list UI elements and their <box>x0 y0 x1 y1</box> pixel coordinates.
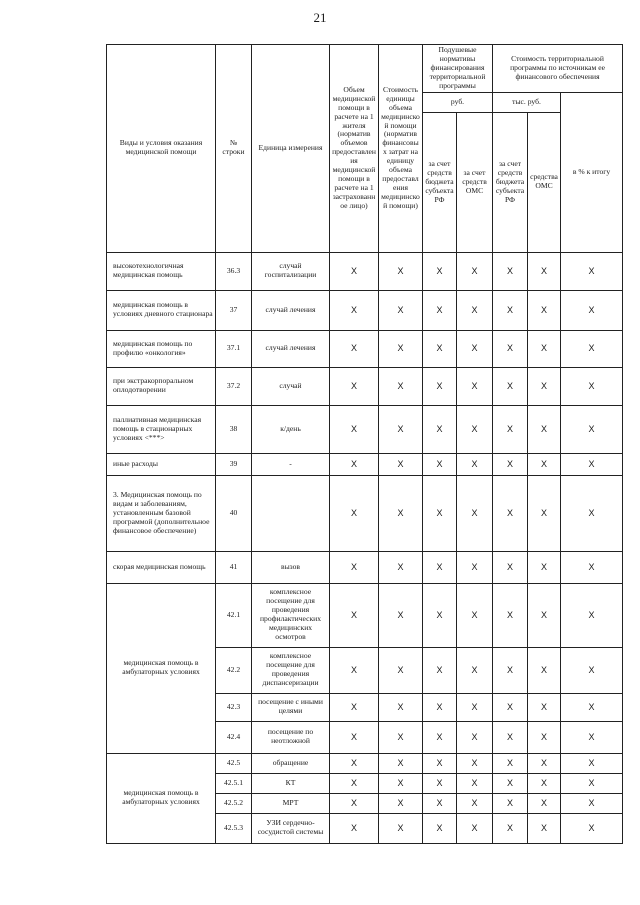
x-mark: X <box>423 721 457 753</box>
x-mark: X <box>457 773 493 793</box>
x-mark: X <box>528 290 561 330</box>
x-mark: X <box>423 367 457 405</box>
x-mark: X <box>561 252 623 290</box>
x-mark: X <box>379 793 423 813</box>
x-mark: X <box>561 330 623 367</box>
row-unit: случай лечения <box>252 330 330 367</box>
col-header-oms-2: средства ОМС <box>528 112 561 252</box>
financing-table <box>106 44 623 844</box>
row-type: медицинская помощь по профилю «онкология» <box>107 330 216 367</box>
x-mark: X <box>423 330 457 367</box>
row-type: 3. Медицинская помощь по видам и заболеваниям, установленным базовой программой (дополнительное финансовое обеспечение) <box>107 475 216 551</box>
row-number: 37 <box>216 290 252 330</box>
x-mark: X <box>457 721 493 753</box>
row-unit: посещение по неотложной <box>252 721 330 753</box>
x-mark: X <box>457 813 493 843</box>
x-mark: X <box>457 793 493 813</box>
x-mark: X <box>457 475 493 551</box>
x-mark: X <box>330 330 379 367</box>
row-unit: случай <box>252 367 330 405</box>
col-header-row-number: № строки <box>216 45 252 253</box>
x-mark: X <box>457 753 493 773</box>
x-mark: X <box>528 793 561 813</box>
table-row <box>107 753 623 773</box>
row-unit: МРТ <box>252 793 330 813</box>
col-header-budget: за счет средств бюджета субъекта РФ <box>423 112 457 252</box>
row-number: 36.3 <box>216 252 252 290</box>
table-row <box>107 583 623 647</box>
x-mark: X <box>379 753 423 773</box>
row-unit: к/день <box>252 405 330 453</box>
row-unit <box>252 475 330 551</box>
col-header-volume: Объем медицинской помощи в расчете на 1 жителя (норматив объемов предоставления медицинской помощи в расчете на 1 застрахованное лицо) <box>330 45 379 253</box>
x-mark: X <box>330 583 379 647</box>
row-type: при экстракорпоральном оплодотворении <box>107 367 216 405</box>
x-mark: X <box>493 475 528 551</box>
row-number: 42.5.2 <box>216 793 252 813</box>
row-unit: посещение с иными целями <box>252 693 330 721</box>
x-mark: X <box>330 647 379 693</box>
x-mark: X <box>493 290 528 330</box>
x-mark: X <box>423 551 457 583</box>
x-mark: X <box>528 773 561 793</box>
row-type: медицинская помощь в амбулаторных условиях <box>107 583 216 753</box>
x-mark: X <box>528 405 561 453</box>
col-header-percent: в % к итогу <box>561 92 623 252</box>
x-mark: X <box>379 330 423 367</box>
table-row <box>107 367 623 405</box>
x-mark: X <box>561 793 623 813</box>
x-mark: X <box>457 367 493 405</box>
x-mark: X <box>457 330 493 367</box>
col-header-oms: за счет средств ОМС <box>457 112 493 252</box>
row-unit: случай госпитализации <box>252 252 330 290</box>
x-mark: X <box>423 252 457 290</box>
row-unit: - <box>252 453 330 475</box>
x-mark: X <box>561 367 623 405</box>
page-number: 21 <box>313 10 327 25</box>
x-mark: X <box>528 753 561 773</box>
row-type: скорая медицинская помощь <box>107 551 216 583</box>
row-unit: комплексное посещение для проведения диспансеризации <box>252 647 330 693</box>
x-mark: X <box>493 453 528 475</box>
row-type: паллиативная медицинская помощь в стационарных условиях <***> <box>107 405 216 453</box>
row-type: медицинская помощь в условиях дневного стационара <box>107 290 216 330</box>
x-mark: X <box>330 475 379 551</box>
x-mark: X <box>493 693 528 721</box>
x-mark: X <box>423 693 457 721</box>
x-mark: X <box>379 693 423 721</box>
x-mark: X <box>493 367 528 405</box>
x-mark: X <box>561 753 623 773</box>
table-body <box>107 252 623 843</box>
table-row <box>107 551 623 583</box>
x-mark: X <box>379 813 423 843</box>
x-mark: X <box>561 405 623 453</box>
x-mark: X <box>423 753 457 773</box>
x-mark: X <box>423 453 457 475</box>
x-mark: X <box>561 475 623 551</box>
x-mark: X <box>330 252 379 290</box>
x-mark: X <box>423 813 457 843</box>
x-mark: X <box>561 290 623 330</box>
x-mark: X <box>561 551 623 583</box>
row-unit: вызов <box>252 551 330 583</box>
table-row <box>107 252 623 290</box>
x-mark: X <box>561 721 623 753</box>
table-row <box>107 290 623 330</box>
x-mark: X <box>330 693 379 721</box>
x-mark: X <box>379 721 423 753</box>
x-mark: X <box>330 773 379 793</box>
x-mark: X <box>493 773 528 793</box>
x-mark: X <box>457 647 493 693</box>
x-mark: X <box>423 475 457 551</box>
x-mark: X <box>457 405 493 453</box>
x-mark: X <box>528 693 561 721</box>
x-mark: X <box>457 551 493 583</box>
x-mark: X <box>379 583 423 647</box>
col-header-program-cost: Стоимость территориальной программы по источникам ее финансового обеспечения <box>493 45 623 93</box>
x-mark: X <box>423 773 457 793</box>
row-number: 42.4 <box>216 721 252 753</box>
row-number: 42.5 <box>216 753 252 773</box>
table-row <box>107 405 623 453</box>
x-mark: X <box>528 813 561 843</box>
x-mark: X <box>561 813 623 843</box>
x-mark: X <box>493 551 528 583</box>
x-mark: X <box>423 290 457 330</box>
x-mark: X <box>379 475 423 551</box>
x-mark: X <box>330 405 379 453</box>
x-mark: X <box>379 647 423 693</box>
row-type: иные расходы <box>107 453 216 475</box>
x-mark: X <box>493 405 528 453</box>
x-mark: X <box>330 290 379 330</box>
x-mark: X <box>561 453 623 475</box>
col-header-type: Виды и условия оказания медицинской помощи <box>107 45 216 253</box>
x-mark: X <box>493 753 528 773</box>
row-number: 42.5.3 <box>216 813 252 843</box>
x-mark: X <box>561 773 623 793</box>
x-mark: X <box>457 252 493 290</box>
row-type: медицинская помощь в амбулаторных условиях <box>107 753 216 843</box>
x-mark: X <box>330 551 379 583</box>
row-number: 40 <box>216 475 252 551</box>
row-unit: КТ <box>252 773 330 793</box>
x-mark: X <box>379 252 423 290</box>
x-mark: X <box>330 753 379 773</box>
x-mark: X <box>528 453 561 475</box>
table-row <box>107 475 623 551</box>
x-mark: X <box>528 252 561 290</box>
x-mark: X <box>561 693 623 721</box>
col-header-thous-rub: тыс. руб. <box>493 92 561 112</box>
row-number: 37.2 <box>216 367 252 405</box>
row-number: 42.5.1 <box>216 773 252 793</box>
col-header-per-capita: Подушевые нормативы финансирования территориальной программы <box>423 45 493 93</box>
x-mark: X <box>457 583 493 647</box>
col-header-budget-2: за счет средств бюджета субъекта РФ <box>493 112 528 252</box>
x-mark: X <box>457 290 493 330</box>
row-unit: комплексное посещение для проведения профилактических медицинских осмотров <box>252 583 330 647</box>
table-row <box>107 330 623 367</box>
x-mark: X <box>528 551 561 583</box>
x-mark: X <box>528 475 561 551</box>
row-number: 39 <box>216 453 252 475</box>
x-mark: X <box>423 647 457 693</box>
x-mark: X <box>330 721 379 753</box>
col-header-unit-cost: Стоимость единицы объема медицинской помощи (норматив финансовых затрат на единицу объема предоставления медицинской помощи) <box>379 45 423 253</box>
x-mark: X <box>528 330 561 367</box>
x-mark: X <box>493 330 528 367</box>
x-mark: X <box>379 367 423 405</box>
x-mark: X <box>330 367 379 405</box>
x-mark: X <box>528 647 561 693</box>
x-mark: X <box>379 773 423 793</box>
x-mark: X <box>423 405 457 453</box>
x-mark: X <box>330 813 379 843</box>
x-mark: X <box>528 721 561 753</box>
x-mark: X <box>379 551 423 583</box>
x-mark: X <box>493 583 528 647</box>
x-mark: X <box>423 793 457 813</box>
x-mark: X <box>423 583 457 647</box>
x-mark: X <box>561 583 623 647</box>
row-number: 42.2 <box>216 647 252 693</box>
x-mark: X <box>493 813 528 843</box>
row-unit: обращение <box>252 753 330 773</box>
row-unit: случай лечения <box>252 290 330 330</box>
x-mark: X <box>379 405 423 453</box>
x-mark: X <box>528 367 561 405</box>
x-mark: X <box>457 693 493 721</box>
col-header-unit: Единица измерения <box>252 45 330 253</box>
x-mark: X <box>457 453 493 475</box>
row-number: 37.1 <box>216 330 252 367</box>
row-number: 42.3 <box>216 693 252 721</box>
row-number: 41 <box>216 551 252 583</box>
x-mark: X <box>493 647 528 693</box>
row-number: 38 <box>216 405 252 453</box>
col-header-rub: руб. <box>423 92 493 112</box>
row-type: высокотехнологичная медицинская помощь <box>107 252 216 290</box>
table-row <box>107 453 623 475</box>
x-mark: X <box>330 793 379 813</box>
x-mark: X <box>493 252 528 290</box>
x-mark: X <box>493 793 528 813</box>
row-unit: УЗИ сердечно-сосудистой системы <box>252 813 330 843</box>
x-mark: X <box>561 647 623 693</box>
row-number: 42.1 <box>216 583 252 647</box>
x-mark: X <box>379 290 423 330</box>
x-mark: X <box>379 453 423 475</box>
x-mark: X <box>493 721 528 753</box>
x-mark: X <box>330 453 379 475</box>
x-mark: X <box>528 583 561 647</box>
